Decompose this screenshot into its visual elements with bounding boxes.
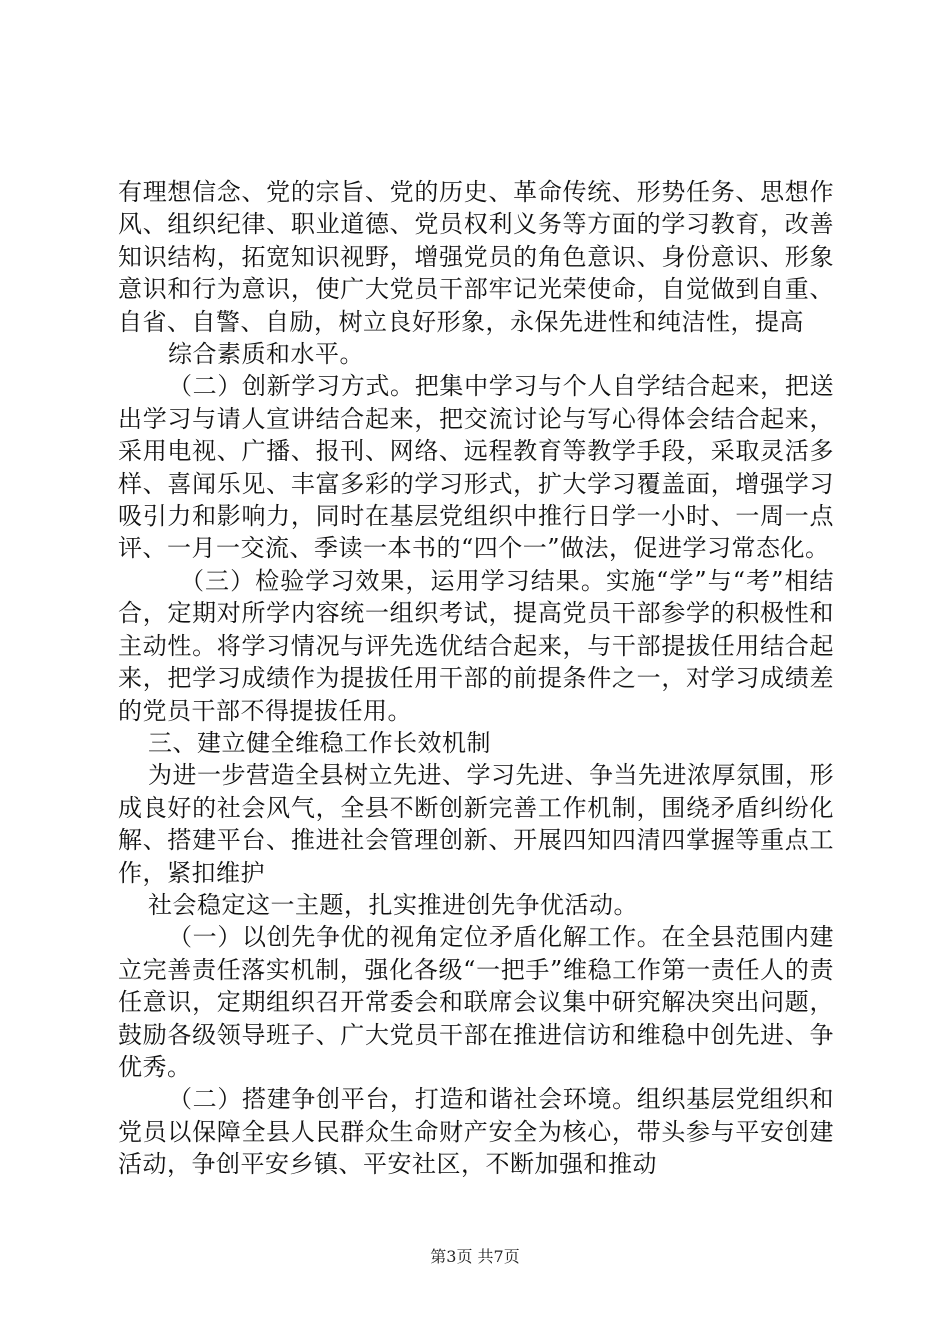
section-heading: 三、建立健全维稳工作长效机制 — [148, 728, 491, 757]
page-number: 第3页 共7页 — [430, 1247, 520, 1266]
document-body — [118, 176, 834, 1181]
paragraph-continuation: 社会稳定这一主题，扎实推进创先争优活动。 — [148, 890, 638, 919]
paragraph-conflict-resolution: （一）以创先争优的视角定位矛盾化解工作。在全县范围内建立完善责任落实机制，强化各级“一把手”维稳工作第一责任人的责任意识，定期组织召开常委会和联席会议集中研究解决突出问题，鼓励各级领导班子、广大党员干部在推进信访和维稳中创先进、争优秀。 — [118, 923, 834, 1081]
paragraph-innovate-study: （二）创新学习方式。把集中学习与个人自学结合起来，把送出学习与请人宣讲结合起来，把交流讨论与写心得体会结合起来，采用电视、广播、报刊、网络、远程教育等教学手段，采取灵活多样、喜闻乐见、丰富多彩的学习形式，扩大学习覆盖面，增强学习吸引力和影响力，同时在基层党组织中推行日学一小时、一周一点评、一月一交流、季读一本书的“四个一”做法，促进学习常态化。 — [118, 372, 834, 563]
paragraph-platform: （二）搭建争创平台，打造和谐社会环境。组织基层党组织和党员以保障全县人民群众生命财产安全为核心，带头参与平安创建活动，争创平安乡镇、平安社区，不断加强和推动 — [118, 1085, 834, 1179]
paragraph-continuation: 综合素质和水平。 — [168, 340, 364, 369]
paragraph-verify-results: （三）检验学习效果，运用学习结果。实施“学”与“考”相结合，定期对所学内容统一组织考试，提高党员干部参学的积极性和主动性。将学习情况与评先选优结合起来，与干部提拔任用结合起来，把学习成绩作为提拔任用干部的前提条件之一，对学习成绩差的党员干部不得提拔任用。 — [118, 566, 834, 725]
paragraph-study-content: 有理想信念、党的宗旨、党的历史、革命传统、形势任务、思想作风、组织纪律、职业道德、党员权利义务等方面的学习教育，改善知识结构，拓宽知识视野，增强党员的角色意识、身份意识、形象意识和行为意识，使广大党员干部牢记光荣使命，自觉做到自重、自省、自警、自励，树立良好形象，永保先进性和纯洁性，提高 — [118, 178, 834, 336]
paragraph-section-intro: 为进一步营造全县树立先进、学习先进、争当先进浓厚氛围，形成良好的社会风气，全县不断创新完善工作机制，围绕矛盾纠纷化解、搭建平台、推进社会管理创新、开展四知四清四掌握等重点工作，紧扣维护 — [118, 761, 834, 887]
